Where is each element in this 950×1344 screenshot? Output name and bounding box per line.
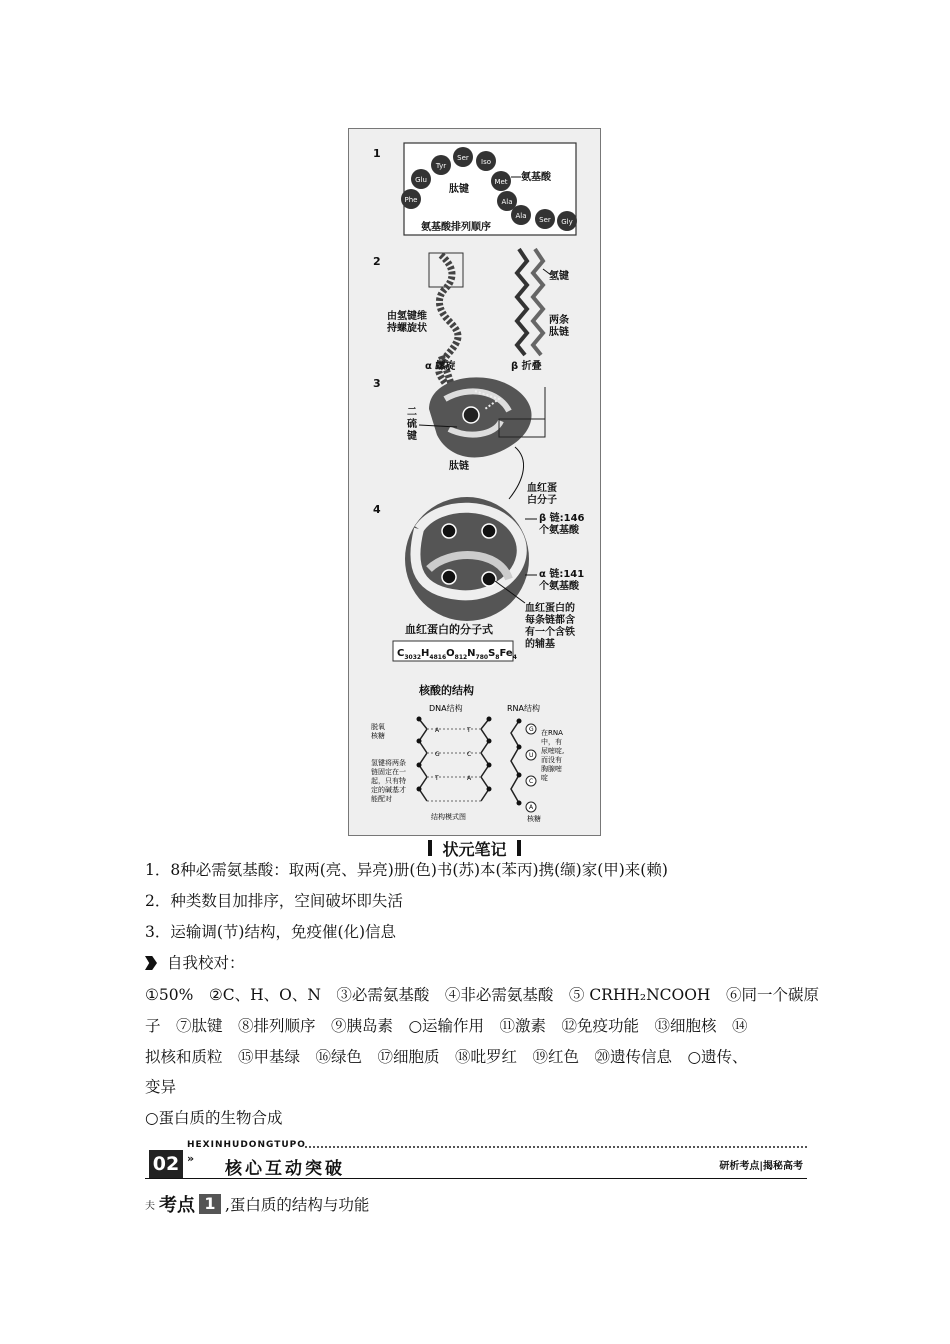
amino-acid-bead xyxy=(557,211,577,231)
dna-title: DNA结构 xyxy=(429,704,463,713)
section-header xyxy=(145,1140,807,1180)
amino-acid-label: Ala xyxy=(515,212,527,220)
beta-chain-label-1: β 链:146 xyxy=(539,513,585,524)
amino-acid-bead xyxy=(535,209,555,229)
deoxyribose-label-2: 核糖 xyxy=(371,732,385,740)
protein-structure-figure xyxy=(348,128,601,836)
helix-label-1: 由氢键维 xyxy=(387,311,427,322)
notes-banner xyxy=(348,836,601,860)
rna-note-6: 啶 xyxy=(541,774,548,782)
rna-note-2: 中，有 xyxy=(541,738,562,746)
panel-number-2: 2 xyxy=(373,255,381,268)
section-pinyin: HEXINHUDONGTUPO xyxy=(187,1140,306,1150)
beta-chain-label-2: 个氨基酸 xyxy=(539,525,579,536)
tagline-part-a: 研析考点 xyxy=(719,1161,760,1172)
panel-number-4: 4 xyxy=(373,503,381,516)
deoxyribose-label-1: 脱氧 xyxy=(371,723,385,731)
dna-base-label: G xyxy=(435,751,440,758)
section-tagline xyxy=(719,1157,803,1172)
rna-base-label: G xyxy=(529,726,534,733)
hemoglobin-label-1: 血红蛋 xyxy=(527,483,557,494)
rna-note-5: 胸腺嘧 xyxy=(541,765,562,773)
disulfide-label-1: 二 xyxy=(407,407,417,418)
disulfide-label-2: 硫 xyxy=(407,419,417,430)
dna-base-label: A xyxy=(467,775,472,782)
amino-acid-bead xyxy=(453,147,473,167)
self-check-line-2: 子 ⑦肽键 ⑧排列顺序 ⑨胰岛素 ○运输作用 ⑪激素 ⑫免疫功能 ⑬细胞核 ⑭ xyxy=(145,1017,748,1035)
hbond-note-1: 氢键将两条 xyxy=(371,759,406,767)
rna-note-1: 在RNA xyxy=(541,729,563,737)
formula-subscript: 4 xyxy=(512,654,517,661)
self-check-line-5: ○蛋白质的生物合成 xyxy=(145,1109,283,1127)
peptide-chain-label: 肽链 xyxy=(449,461,469,472)
self-check-line-1: ①50% ②C、H、O、N ③必需氨基酸 ④非必需氨基酸 ⑤ CRHH₂NCOOH ⑥同一个碳原 xyxy=(145,986,819,1004)
rna-note-4: 而没有 xyxy=(541,756,562,764)
formula-subscript: 812 xyxy=(454,654,468,661)
self-check-line-4: 变异 xyxy=(145,1078,177,1096)
heme-note-2: 每条链都含 xyxy=(525,615,575,626)
note-line-1: 1．8种必需氨基酸：取两(亮、异亮)册(色)书(苏)本(苯丙)携(缬)家(甲)来(赖) xyxy=(145,861,668,879)
amino-acid-bead xyxy=(511,205,531,225)
figure-svg xyxy=(349,129,599,834)
formula-element: S xyxy=(488,648,496,659)
note-line-3: 3．运输调(节)结构，免疫催(化)信息 xyxy=(145,923,397,941)
dna-double-strand xyxy=(417,717,492,802)
banner-bar-left xyxy=(428,840,432,856)
arrow-marker-icon xyxy=(145,956,157,970)
alpha-chain-label-1: α 链:141 xyxy=(539,569,585,580)
amino-acid-bead xyxy=(401,189,421,209)
beta-strand-1 xyxy=(517,249,527,355)
amino-acid-bead xyxy=(491,171,511,191)
banner-bar-right xyxy=(517,840,521,856)
exam-point-heading xyxy=(145,1190,369,1218)
helix-label-2: 持螺旋状 xyxy=(387,323,427,334)
banner-title: 状元笔记 xyxy=(442,839,507,859)
peptide-bond-label: 肽键 xyxy=(449,184,469,195)
panel-number-3: 3 xyxy=(373,377,381,390)
dna-base-label: A xyxy=(435,727,440,734)
hemoglobin-molecule-shape xyxy=(405,497,529,621)
formula-title: 血红蛋白的分子式 xyxy=(405,623,493,636)
heme-note-3: 有一个含铁 xyxy=(525,627,575,638)
self-check-heading xyxy=(145,953,245,973)
rna-title: RNA结构 xyxy=(507,704,541,713)
amino-acid-label: Gly xyxy=(561,218,573,226)
beta-strand-2 xyxy=(533,249,543,355)
section-rule xyxy=(145,1178,807,1179)
formula-element: C xyxy=(397,648,405,659)
formula-element: N xyxy=(467,648,476,659)
self-check-label: 自我校对： xyxy=(167,954,245,972)
tertiary-structure-shape xyxy=(429,377,532,457)
formula-element: Fe xyxy=(499,648,513,659)
dna-base-label: T xyxy=(467,727,471,734)
amino-acid-label: Phe xyxy=(404,196,418,204)
tagline-separator: | xyxy=(759,1161,763,1172)
amino-acid-label: Ser xyxy=(539,216,551,224)
formula-subscript: 780 xyxy=(475,654,489,661)
note-line-2: 2．种类数目加排序，空间破坏即失活 xyxy=(145,892,403,910)
rna-note-3: 尿嘧啶, xyxy=(541,747,565,755)
section-number-badge: 02 xyxy=(149,1150,183,1178)
section-title: 核心互动突破 xyxy=(225,1159,345,1179)
exam-point-prefix: 夫 xyxy=(145,1200,155,1212)
nucleic-acid-title: 核酸的结构 xyxy=(419,684,474,697)
amino-acid-bead xyxy=(431,155,451,175)
heme-note-1: 血红蛋白的 xyxy=(525,603,575,614)
amino-acid-label: Ser xyxy=(457,154,469,162)
exam-point-number: 1 xyxy=(199,1194,221,1214)
section-dotted-rule xyxy=(305,1146,807,1148)
beta-sheet-caption: β 折叠 xyxy=(511,361,542,372)
formula-subscript: 4816 xyxy=(429,654,447,661)
rna-base-label: U xyxy=(529,752,534,759)
sequence-caption: 氨基酸排列顺序 xyxy=(421,222,491,233)
self-check-line-3: 拟核和质粒 ⑮甲基绿 ⑯绿色 ⑰细胞质 ⑱吡罗红 ⑲红色 ⑳遗传信息 ○遗传、 xyxy=(145,1048,748,1066)
hbond-note-3: 起，只有特 xyxy=(371,777,406,785)
amino-acid-label: Glu xyxy=(415,176,427,184)
formula-subscript: 3032 xyxy=(404,654,422,661)
hbond-note-2: 链固定在一 xyxy=(371,768,406,776)
formula-element: O xyxy=(446,648,455,659)
disulfide-label-3: 键 xyxy=(407,431,417,442)
amino-acid-label: Tyr xyxy=(435,162,447,170)
two-chains-label-2: 肽链 xyxy=(549,327,569,338)
chevron-icon: » xyxy=(187,1152,195,1165)
dna-base-label: T xyxy=(435,775,439,782)
hbond-note-5: 能配对 xyxy=(371,795,392,803)
alpha-helix-caption: α 螺旋 xyxy=(425,361,456,372)
formula-subscript: 8 xyxy=(495,654,500,661)
exam-point-title: ,蛋白质的结构与功能 xyxy=(225,1196,370,1214)
model-caption: 结构模式图 xyxy=(431,813,466,821)
alpha-chain-label-2: 个氨基酸 xyxy=(539,581,579,592)
hydrogen-bond-label: 氢键 xyxy=(549,271,569,282)
hemoglobin-label-2: 白分子 xyxy=(527,495,557,506)
amino-acid-callout: 氨基酸 xyxy=(521,172,551,183)
exam-point-word: 考点 xyxy=(159,1195,195,1216)
dna-base-label: C xyxy=(467,751,472,758)
amino-acid-label: Met xyxy=(494,178,508,186)
two-chains-label-1: 两条 xyxy=(549,315,569,326)
amino-acid-label: Ala xyxy=(501,198,513,206)
amino-acid-bead xyxy=(476,151,496,171)
rna-base-label: C xyxy=(529,778,534,785)
amino-acid-label: Iso xyxy=(481,158,491,166)
panel-number-1: 1 xyxy=(373,147,381,160)
tagline-part-b: 揭秘高考 xyxy=(763,1161,803,1172)
ribose-label: 核糖 xyxy=(527,815,541,823)
hbond-note-4: 定的碱基才 xyxy=(371,786,406,794)
amino-acid-bead xyxy=(411,169,431,189)
formula-element: H xyxy=(421,648,430,659)
rna-base-label: A xyxy=(529,804,534,811)
heme-note-4: 的辅基 xyxy=(525,639,555,650)
